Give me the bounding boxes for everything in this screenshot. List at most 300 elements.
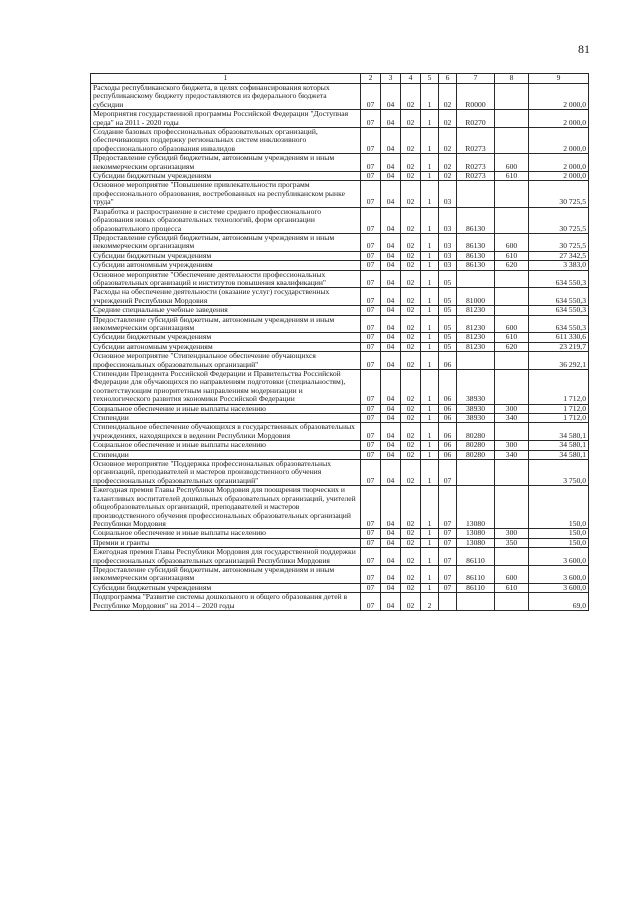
code-cell: 1 (421, 548, 439, 566)
column-header: 7 (457, 74, 495, 84)
code-cell: 02 (401, 342, 421, 351)
code-cell: 02 (401, 172, 421, 181)
code-cell: 04 (381, 154, 401, 172)
code-cell: 02 (401, 207, 421, 233)
expense-name: Субсидии бюджетным учреждениям (91, 251, 361, 260)
code-cell: 07 (361, 370, 381, 405)
code-cell (457, 593, 495, 611)
code-cell: 13080 (457, 486, 495, 529)
code-cell: 04 (381, 565, 401, 583)
code-cell: 04 (381, 84, 401, 110)
code-cell: 06 (439, 352, 457, 370)
code-cell: R0000 (457, 84, 495, 110)
code-cell: 07 (361, 529, 381, 538)
amount-cell: 2 000,0 (529, 172, 589, 181)
code-cell: 86130 (457, 233, 495, 251)
expense-name: Основное мероприятие "Поддержка профессиональных образовательных организаций, преподавателей и мастеров производственного обучения профессиональных образовательных организаций" (91, 460, 361, 486)
code-cell: 07 (361, 288, 381, 306)
expense-name: Разработка и распространение в системе среднего профессионального образования новых образовательных технологий, форм организации образовательного процесса (91, 207, 361, 233)
code-cell: R0273 (457, 128, 495, 154)
code-cell (495, 593, 529, 611)
code-cell: 07 (439, 548, 457, 566)
page-number: 81 (578, 42, 590, 56)
code-cell: 07 (361, 333, 381, 342)
code-cell: 07 (361, 128, 381, 154)
code-cell: 07 (439, 486, 457, 529)
amount-cell: 69,0 (529, 593, 589, 611)
table-row (91, 460, 589, 486)
table-row (91, 333, 589, 342)
expense-name: Социальное обеспечение и иные выплаты населению (91, 404, 361, 413)
code-cell: 1 (421, 315, 439, 333)
code-cell: 1 (421, 370, 439, 405)
table-row (91, 423, 589, 441)
code-cell (457, 460, 495, 486)
column-header: 8 (495, 74, 529, 84)
amount-cell: 634 550,3 (529, 315, 589, 333)
code-cell: 1 (421, 128, 439, 154)
code-cell: 03 (439, 251, 457, 260)
table-row (91, 181, 589, 207)
code-cell: 80280 (457, 450, 495, 459)
code-cell: 02 (401, 441, 421, 450)
code-cell: R0273 (457, 154, 495, 172)
column-header: 5 (421, 74, 439, 84)
amount-cell: 1 712,0 (529, 414, 589, 423)
code-cell: 1 (421, 414, 439, 423)
code-cell: 02 (439, 172, 457, 181)
code-cell: 02 (401, 261, 421, 270)
code-cell (495, 181, 529, 207)
column-header: 4 (401, 74, 421, 84)
code-cell: 1 (421, 306, 439, 315)
code-cell: 02 (401, 306, 421, 315)
amount-cell: 3 383,0 (529, 261, 589, 270)
code-cell: 86130 (457, 251, 495, 260)
amount-cell: 150,0 (529, 529, 589, 538)
expense-name: Расходы на обеспечение деятельности (оказание услуг) государственных учреждений Республики Мордовия (91, 288, 361, 306)
code-cell: 04 (381, 251, 401, 260)
expense-name: Субсидии бюджетным учреждениям (91, 583, 361, 592)
code-cell: 07 (361, 423, 381, 441)
amount-cell: 23 219,7 (529, 342, 589, 351)
code-cell: 05 (439, 342, 457, 351)
expense-name: Предоставление субсидий бюджетным, автономным учреждениям и иным некоммерческим организациям (91, 565, 361, 583)
code-cell: 02 (401, 423, 421, 441)
code-cell: 610 (495, 172, 529, 181)
code-cell: 06 (439, 404, 457, 413)
table-row (91, 529, 589, 538)
code-cell: 38930 (457, 404, 495, 413)
amount-cell: 150,0 (529, 486, 589, 529)
code-cell: 04 (381, 315, 401, 333)
code-cell (439, 593, 457, 611)
expense-name: Социальное обеспечение и иные выплаты населению (91, 441, 361, 450)
code-cell: 1 (421, 423, 439, 441)
code-cell: 06 (439, 423, 457, 441)
table-row (91, 593, 589, 611)
expense-name: Стипендиальное обеспечение обучающихся в государственных образовательных учреждениях, находящихся в ведении Республики Мордовия (91, 423, 361, 441)
expense-name: Основное мероприятие "Стипендиальное обеспечение обучающихся профессиональных образовательных организаций" (91, 352, 361, 370)
code-cell: 02 (401, 270, 421, 288)
expense-name: Субсидии бюджетным учреждениям (91, 333, 361, 342)
code-cell: 600 (495, 565, 529, 583)
code-cell: 07 (361, 84, 381, 110)
code-cell: 04 (381, 352, 401, 370)
amount-cell: 34 580,1 (529, 441, 589, 450)
code-cell: 02 (401, 128, 421, 154)
code-cell: 07 (361, 414, 381, 423)
code-cell (495, 110, 529, 128)
table-row (91, 441, 589, 450)
code-cell: 07 (361, 251, 381, 260)
amount-cell: 30 725,5 (529, 207, 589, 233)
code-cell: 02 (439, 128, 457, 154)
code-cell: 1 (421, 154, 439, 172)
code-cell: 81230 (457, 333, 495, 342)
expense-name: Субсидии автономным учреждениям (91, 342, 361, 351)
code-cell: 03 (439, 207, 457, 233)
code-cell (495, 460, 529, 486)
code-cell: 04 (381, 583, 401, 592)
code-cell: 07 (439, 583, 457, 592)
amount-cell: 150,0 (529, 538, 589, 547)
code-cell: 05 (439, 315, 457, 333)
code-cell: 02 (401, 154, 421, 172)
code-cell: 07 (439, 529, 457, 538)
budget-table (90, 73, 589, 611)
code-cell: 02 (401, 84, 421, 110)
code-cell: 1 (421, 270, 439, 288)
code-cell: 07 (361, 306, 381, 315)
code-cell: 05 (439, 288, 457, 306)
table-row (91, 207, 589, 233)
code-cell: 1 (421, 441, 439, 450)
column-header: 2 (361, 74, 381, 84)
code-cell: 02 (401, 404, 421, 413)
code-cell: 07 (361, 270, 381, 288)
amount-cell: 2 000,0 (529, 154, 589, 172)
expense-name: Стипендии (91, 450, 361, 459)
code-cell: 02 (401, 529, 421, 538)
table-row (91, 261, 589, 270)
expense-name: Мероприятия государственной программы Российской Федерации "Доступная среда" на 2011 - 2020 годы (91, 110, 361, 128)
code-cell: 13080 (457, 529, 495, 538)
code-cell: 04 (381, 333, 401, 342)
code-cell: 06 (439, 441, 457, 450)
code-cell: R0273 (457, 172, 495, 181)
table-row (91, 306, 589, 315)
code-cell: 02 (401, 181, 421, 207)
code-cell: 07 (439, 460, 457, 486)
code-cell: 07 (361, 548, 381, 566)
expense-name: Субсидии автономным учреждениям (91, 261, 361, 270)
table-row (91, 352, 589, 370)
expense-name: Социальное обеспечение и иные выплаты населению (91, 529, 361, 538)
code-cell: 04 (381, 207, 401, 233)
code-cell (457, 352, 495, 370)
code-cell: 38930 (457, 414, 495, 423)
amount-cell: 34 580,1 (529, 450, 589, 459)
code-cell: 02 (401, 333, 421, 342)
table-row (91, 154, 589, 172)
amount-cell: 2 000,0 (529, 110, 589, 128)
code-cell: 07 (361, 172, 381, 181)
code-cell: 07 (361, 110, 381, 128)
code-cell: 81000 (457, 288, 495, 306)
code-cell: 1 (421, 207, 439, 233)
amount-cell: 3 600,0 (529, 583, 589, 592)
code-cell (495, 207, 529, 233)
code-cell: 04 (381, 288, 401, 306)
code-cell: 07 (361, 233, 381, 251)
code-cell: 02 (401, 565, 421, 583)
code-cell: 04 (381, 370, 401, 405)
amount-cell: 2 000,0 (529, 128, 589, 154)
code-cell: 1 (421, 529, 439, 538)
code-cell: 07 (361, 583, 381, 592)
code-cell: 07 (439, 538, 457, 547)
code-cell (495, 84, 529, 110)
code-cell (495, 128, 529, 154)
code-cell: 02 (401, 460, 421, 486)
code-cell: 81230 (457, 306, 495, 315)
code-cell: 86110 (457, 565, 495, 583)
code-cell: 02 (439, 110, 457, 128)
code-cell: 600 (495, 154, 529, 172)
code-cell: 80280 (457, 441, 495, 450)
code-cell: 38930 (457, 370, 495, 405)
code-cell: 04 (381, 593, 401, 611)
code-cell: 86110 (457, 583, 495, 592)
code-cell: 04 (381, 538, 401, 547)
code-cell: 86130 (457, 207, 495, 233)
code-cell: 07 (361, 565, 381, 583)
code-cell: 04 (381, 128, 401, 154)
code-cell: 05 (439, 333, 457, 342)
table-row (91, 315, 589, 333)
code-cell: 1 (421, 342, 439, 351)
code-cell: 05 (439, 270, 457, 288)
code-cell: 600 (495, 315, 529, 333)
code-cell: 1 (421, 450, 439, 459)
code-cell: 04 (381, 233, 401, 251)
code-cell (495, 423, 529, 441)
code-cell: 610 (495, 333, 529, 342)
code-cell: 1 (421, 261, 439, 270)
code-cell: 02 (439, 154, 457, 172)
expense-name: Предоставление субсидий бюджетным, автономным учреждениям и иным некоммерческим организациям (91, 154, 361, 172)
code-cell: 04 (381, 441, 401, 450)
amount-cell: 2 000,0 (529, 84, 589, 110)
amount-cell: 3 750,0 (529, 460, 589, 486)
code-cell (457, 181, 495, 207)
code-cell: 340 (495, 450, 529, 459)
code-cell: 610 (495, 251, 529, 260)
code-cell: 04 (381, 110, 401, 128)
code-cell: 02 (401, 414, 421, 423)
code-cell: 04 (381, 181, 401, 207)
code-cell: 300 (495, 404, 529, 413)
code-cell: 07 (361, 342, 381, 351)
table-row (91, 486, 589, 529)
code-cell: 05 (439, 306, 457, 315)
code-cell: 02 (401, 538, 421, 547)
code-cell: 04 (381, 423, 401, 441)
expense-name: Субсидии бюджетным учреждениям (91, 172, 361, 181)
code-cell: 1 (421, 333, 439, 342)
code-cell: 620 (495, 261, 529, 270)
code-cell: 03 (439, 233, 457, 251)
code-cell: 07 (361, 460, 381, 486)
code-cell: 02 (401, 251, 421, 260)
code-cell: 06 (439, 450, 457, 459)
code-cell: 07 (361, 154, 381, 172)
code-cell: 02 (401, 548, 421, 566)
code-cell: 07 (361, 538, 381, 547)
code-cell: 04 (381, 486, 401, 529)
code-cell: 06 (439, 370, 457, 405)
table-row (91, 233, 589, 251)
expense-name: Премии и гранты (91, 538, 361, 547)
expense-name: Стипендии Президента Российской Федерации и Правительства Российской Федерации для обучающихся по направлениям подготовки (специальностям), соответствующим приоритетным направлениям модернизации и технологического развития экономики Российской Федерации (91, 370, 361, 405)
code-cell: 2 (421, 593, 439, 611)
code-cell: 1 (421, 486, 439, 529)
amount-cell: 1 712,0 (529, 370, 589, 405)
table-row (91, 110, 589, 128)
expense-name: Основное мероприятие "Обеспечение деятельности профессиональных образовательных организаций и институтов повышения квалификации" (91, 270, 361, 288)
code-cell (495, 352, 529, 370)
code-cell (495, 270, 529, 288)
code-cell: 04 (381, 342, 401, 351)
code-cell: 02 (401, 583, 421, 592)
column-header: 3 (381, 74, 401, 84)
table-header-row (91, 74, 589, 84)
code-cell: 02 (401, 110, 421, 128)
code-cell: 07 (361, 404, 381, 413)
code-cell: 02 (401, 593, 421, 611)
code-cell: 600 (495, 233, 529, 251)
expense-name: Предоставление субсидий бюджетным, автономным учреждениям и иным некоммерческим организациям (91, 315, 361, 333)
code-cell: 07 (361, 207, 381, 233)
code-cell: 07 (361, 261, 381, 270)
amount-cell: 634 550,3 (529, 306, 589, 315)
expense-name: Подпрограмма "Развитие системы дошкольного и общего образования детей в Республике Мордовия" на 2014 – 2020 годы (91, 593, 361, 611)
code-cell: 07 (439, 565, 457, 583)
amount-cell: 3 600,0 (529, 565, 589, 583)
code-cell: 07 (361, 593, 381, 611)
code-cell: 80280 (457, 423, 495, 441)
amount-cell: 27 342,5 (529, 251, 589, 260)
code-cell: R0270 (457, 110, 495, 128)
table-row (91, 288, 589, 306)
code-cell (495, 548, 529, 566)
code-cell: 07 (361, 352, 381, 370)
code-cell: 02 (401, 450, 421, 459)
code-cell: 07 (361, 315, 381, 333)
code-cell: 300 (495, 529, 529, 538)
code-cell: 86110 (457, 548, 495, 566)
column-header: 9 (529, 74, 589, 84)
code-cell: 81230 (457, 315, 495, 333)
amount-cell: 3 600,0 (529, 548, 589, 566)
table-row (91, 128, 589, 154)
code-cell: 04 (381, 261, 401, 270)
code-cell: 04 (381, 460, 401, 486)
code-cell: 1 (421, 288, 439, 306)
code-cell: 02 (401, 288, 421, 306)
code-cell (457, 270, 495, 288)
code-cell: 04 (381, 172, 401, 181)
amount-cell: 30 725,5 (529, 233, 589, 251)
code-cell: 04 (381, 404, 401, 413)
expense-name: Основное мероприятие "Повышение привлекательности программ профессионального образования, востребованных на республиканском рынке труда" (91, 181, 361, 207)
amount-cell: 34 580,1 (529, 423, 589, 441)
code-cell: 1 (421, 233, 439, 251)
code-cell: 350 (495, 538, 529, 547)
column-header: 6 (439, 74, 457, 84)
code-cell: 340 (495, 414, 529, 423)
code-cell: 03 (439, 261, 457, 270)
code-cell: 1 (421, 172, 439, 181)
code-cell: 1 (421, 583, 439, 592)
expense-name: Ежегодная премия Главы Республики Мордовия для поощрения творческих и талантливых воспитателей дошкольных образовательных организаций, учителей общеобразовательных организаций, преподавателей и мастеров производственного обучения профессиональных образовательных организаций Республики Мордовия (91, 486, 361, 529)
code-cell: 07 (361, 441, 381, 450)
amount-cell: 1 712,0 (529, 404, 589, 413)
code-cell: 1 (421, 538, 439, 547)
column-header: 1 (91, 74, 361, 84)
code-cell: 1 (421, 181, 439, 207)
code-cell (495, 288, 529, 306)
code-cell: 04 (381, 450, 401, 459)
table-body (91, 84, 589, 611)
expense-name: Ежегодная премия Главы Республики Мордовия для государственной поддержки профессиональных образовательных организаций Республики Мордовия (91, 548, 361, 566)
code-cell: 620 (495, 342, 529, 351)
code-cell: 300 (495, 441, 529, 450)
code-cell: 06 (439, 414, 457, 423)
expense-name: Расходы республиканского бюджета, в целях софинансирования которых республиканскому бюджету предоставляются из федерального бюджета субсидии (91, 84, 361, 110)
code-cell: 02 (401, 233, 421, 251)
code-cell (495, 306, 529, 315)
code-cell: 07 (361, 486, 381, 529)
code-cell (495, 370, 529, 405)
amount-cell: 611 330,6 (529, 333, 589, 342)
expense-name: Создание базовых профессиональных образовательных организаций, обеспечивающих поддержку региональных систем инклюзивного профессионального образования инвалидов (91, 128, 361, 154)
code-cell: 07 (361, 450, 381, 459)
code-cell: 02 (401, 352, 421, 370)
code-cell: 04 (381, 306, 401, 315)
code-cell: 81230 (457, 342, 495, 351)
amount-cell: 30 725,5 (529, 181, 589, 207)
code-cell: 04 (381, 270, 401, 288)
code-cell: 04 (381, 529, 401, 538)
table-row (91, 548, 589, 566)
code-cell: 1 (421, 565, 439, 583)
table-row (91, 565, 589, 583)
amount-cell: 36 292,1 (529, 352, 589, 370)
code-cell: 02 (401, 315, 421, 333)
code-cell: 13080 (457, 538, 495, 547)
code-cell: 1 (421, 404, 439, 413)
code-cell: 86130 (457, 261, 495, 270)
code-cell: 1 (421, 110, 439, 128)
expense-name: Предоставление субсидий бюджетным, автономным учреждениям и иным некоммерческим организациям (91, 233, 361, 251)
code-cell: 610 (495, 583, 529, 592)
code-cell: 1 (421, 352, 439, 370)
code-cell (495, 486, 529, 529)
code-cell: 1 (421, 251, 439, 260)
code-cell: 04 (381, 414, 401, 423)
